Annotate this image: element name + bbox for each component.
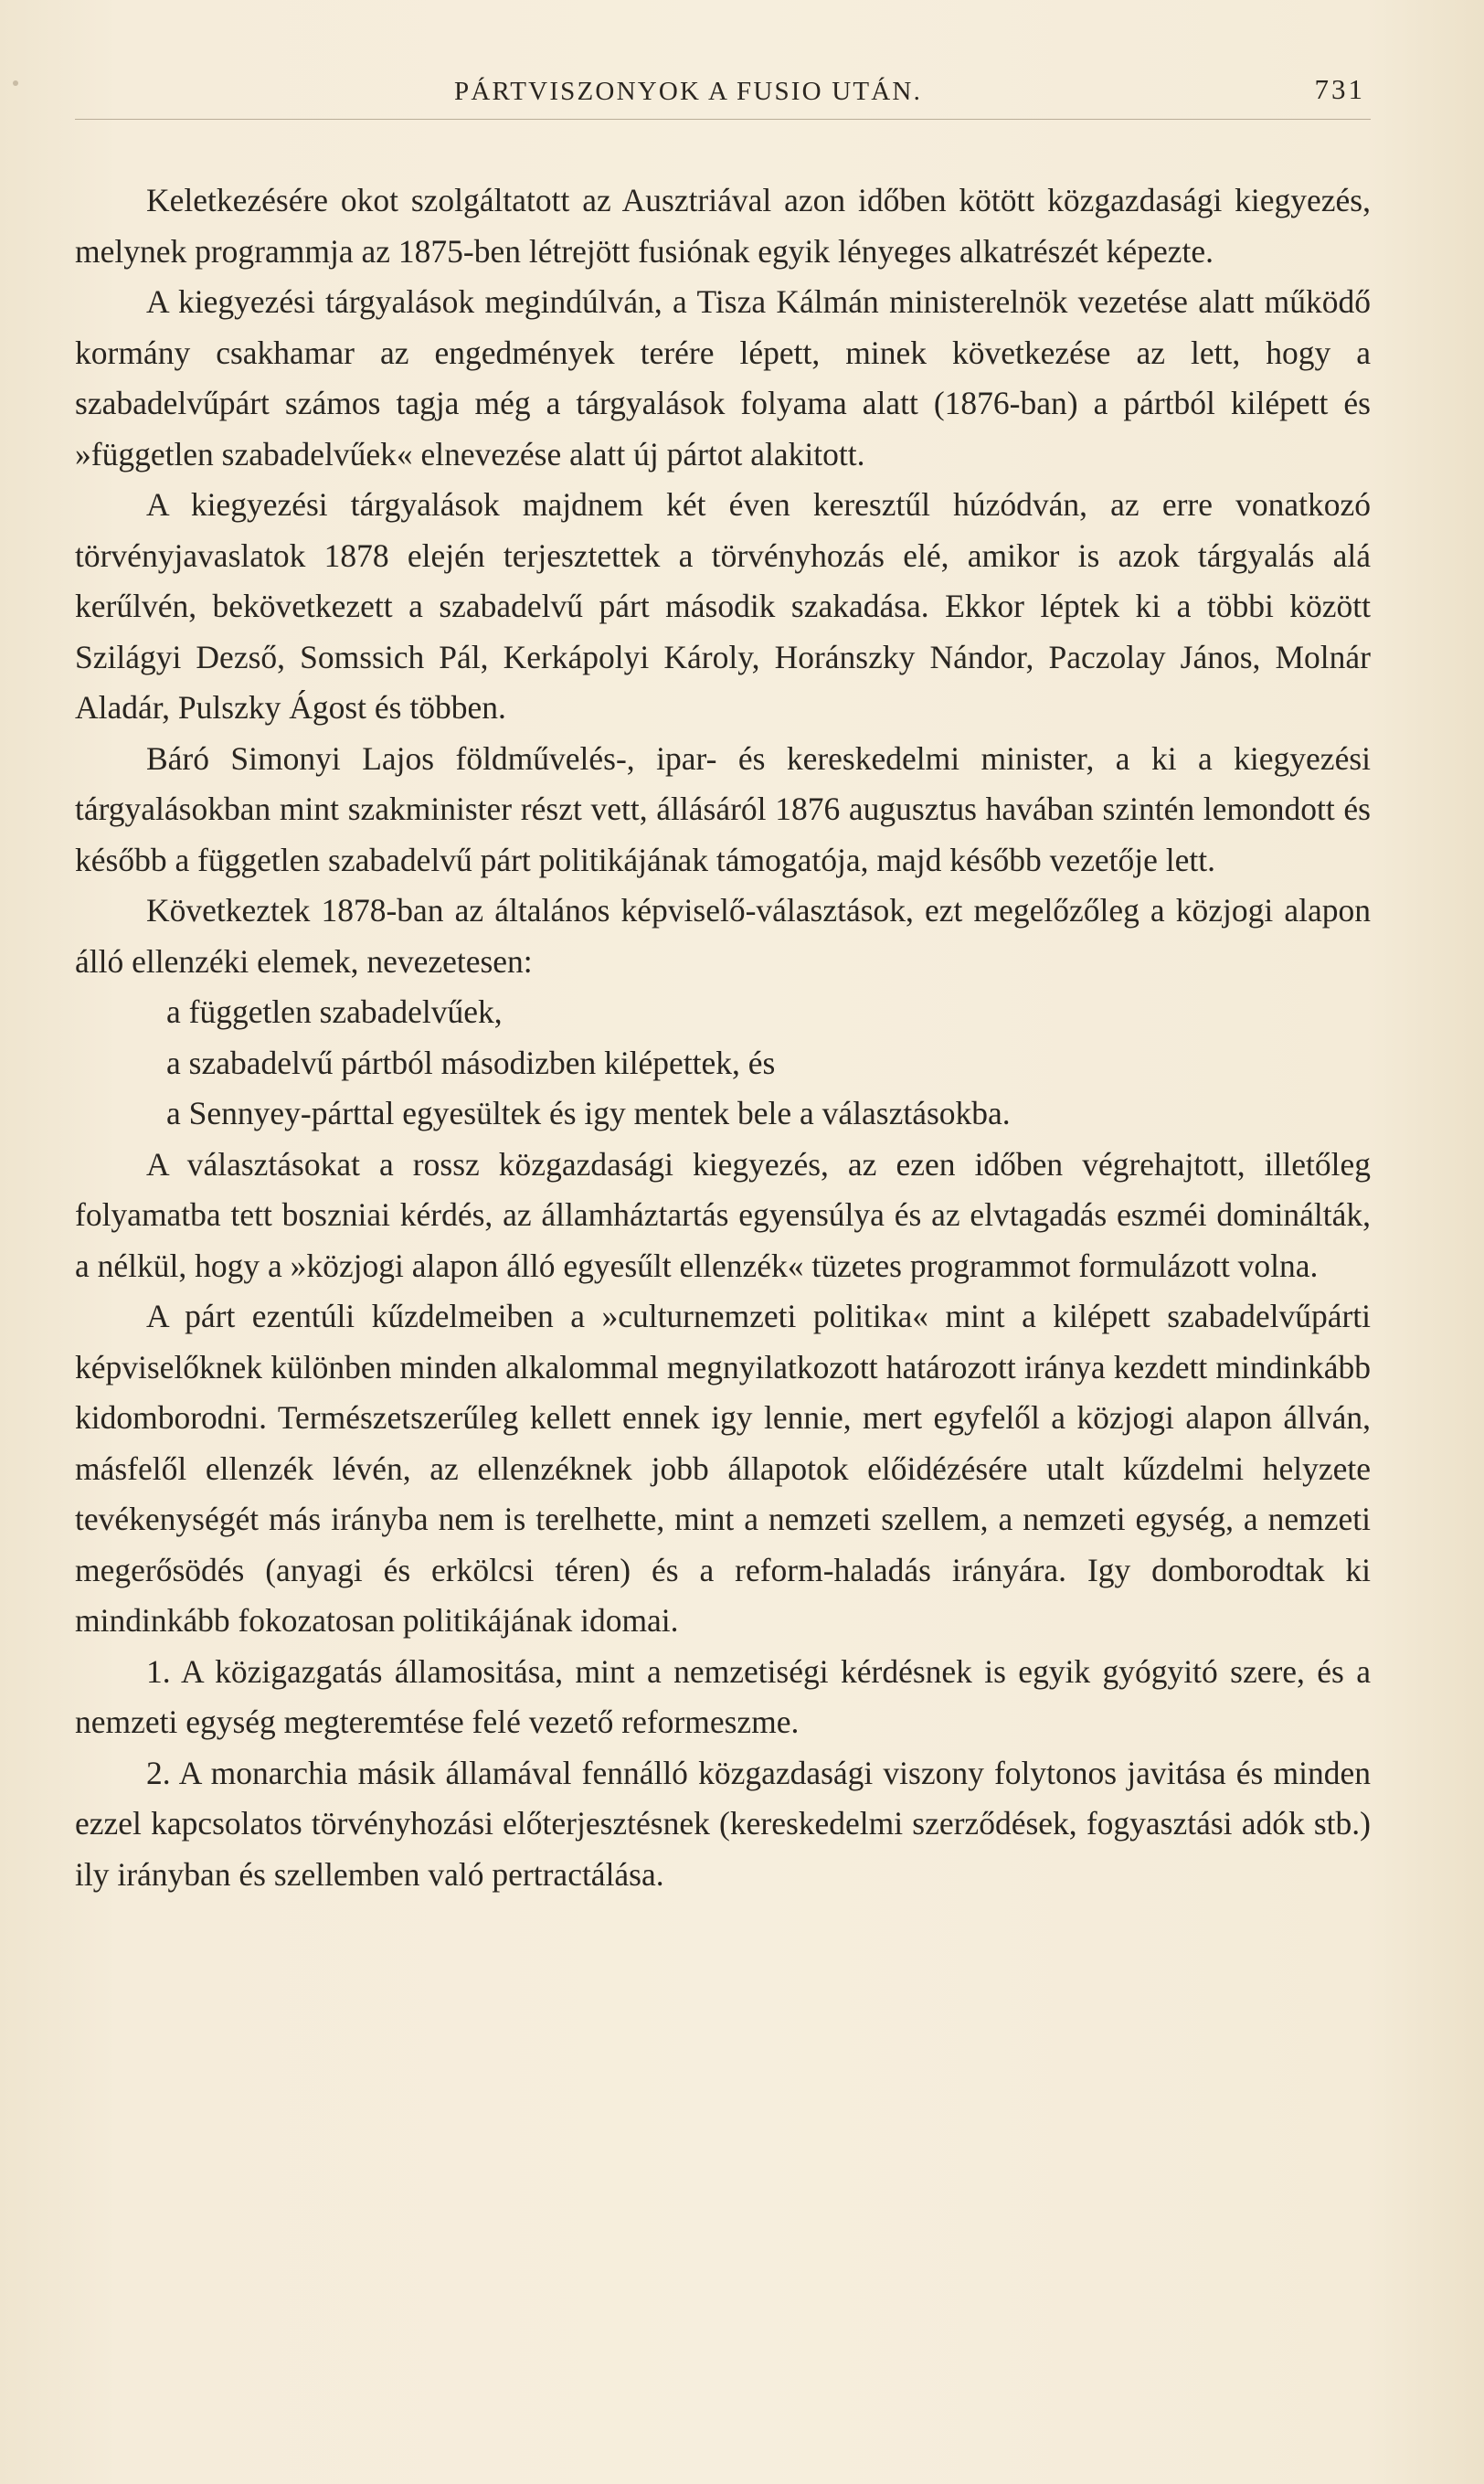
list-item: a szabadelvű pártból másodizben kilépettek, és [166,1044,776,1081]
paragraph: A kiegyezési tárgyalások megindúlván, a Tisza Kálmán ministerelnök vezetése alatt működő kormány csakhamar az engedmények terére lépett, minek következése az lett, hogy a szabadelvűpárt számos tagja még a tárgyalások folyama alatt (1876-ban) a pártból kilépett és »független szabadelvűek« elnevezése alatt új pártot alakitott. [75,283,1371,472]
paragraph: Következtek 1878-ban az általános képviselő-választások, ezt megelőzőleg a közjogi alapon álló ellenzéki elemek, nevezetesen: [75,892,1371,980]
paragraph: Báró Simonyi Lajos földművelés-, ipar- és kereskedelmi minister, a ki a kiegyezési tárgyalásokban mint szakminister részt vett, állásáról 1876 augusztus havában szintén lemondott és később a független szabadelvű párt politikájának támogatója, majd később vezetője lett. [75,739,1371,878]
header-rule [75,119,1371,120]
running-title: PÁRTVISZONYOK A FUSIO UTÁN. [454,77,923,106]
paragraph: A kiegyezési tárgyalások majdnem két éven keresztűl húzódván, az erre vonatkozó törvényjavaslatok 1878 elején terjesztettek a törvényhozás elé, amikor is azok tárgyalás alá kerűlvén, bekövetkezett a szabadelvű párt második szakadása. Ekkor léptek ki a többi között Szilágyi Dezső, Somssich Pál, Kerkápolyi Károly, Horánszky Nándor, Paczolay János, Molnár Aladár, Pulszky Ágost és többen. [75,486,1371,726]
paragraph: Keletkezésére okot szolgáltatott az Ausztriával azon időben kötött közgazdasági kiegyezés, melynek programmja az 1875-ben létrejött fusiónak egyik lényeges alkatrészét képezte. [75,182,1371,270]
body-text [75,175,1371,1900]
numbered-paragraph: 1. A közigazgatás államositása, mint a nemzetiségi kérdésnek is egyik gyógyitó szere, és a nemzeti egység megteremtése felé vezető reformeszme. [75,1652,1371,1740]
page-number: 731 [1314,73,1365,105]
list-item: a Sennyey-párttal egyesültek és igy mentek bele a választásokba. [166,1095,1011,1131]
paragraph: A párt ezentúli kűzdelmeiben a »culturnemzeti politika« mint a kilépett szabadelvűpárti képviselőknek különben minden alkalommal megnyilatkozott határozott iránya kezdett mindinkább kidomborodni. Természetszerűleg kellett ennek igy lennie, mert egyfelől a közjogi alapon állván, másfelől ellenzék lévén, az ellenzéknek jobb állapotok előidézésére utalt kűzdelmi helyzete tevékenységét más irányba nem is terelhette, mint a nemzeti szellem, a nemzeti egység, a nemzeti megerősödés (anyagi és erkölcsi téren) és a reform-haladás irányára. Igy domborodtak ki mindinkább fokozatosan politikájának idomai. [75,1298,1371,1639]
paper-speck [13,80,18,86]
list-item: a független szabadelvűek, [166,993,503,1030]
page-header [75,66,1371,121]
paragraph: A választásokat a rossz közgazdasági kiegyezés, az ezen időben végrehajtott, illetőleg folyamatba tett boszniai kérdés, az államháztartás egyensúlya és az elvtagadás eszméi dominálták, a nélkül, hogy a »közjogi alapon álló egyesűlt ellenzék« tüzetes programmot formulázott volna. [75,1145,1371,1284]
numbered-paragraph: 2. A monarchia másik államával fennálló közgazdasági viszony folytonos javitása és minden ezzel kapcsolatos törvényhozási előterjesztésnek (kereskedelmi szerződések, fogyasztási adók stb.) ily irányban és szellemben való pertractálása. [75,1754,1371,1893]
